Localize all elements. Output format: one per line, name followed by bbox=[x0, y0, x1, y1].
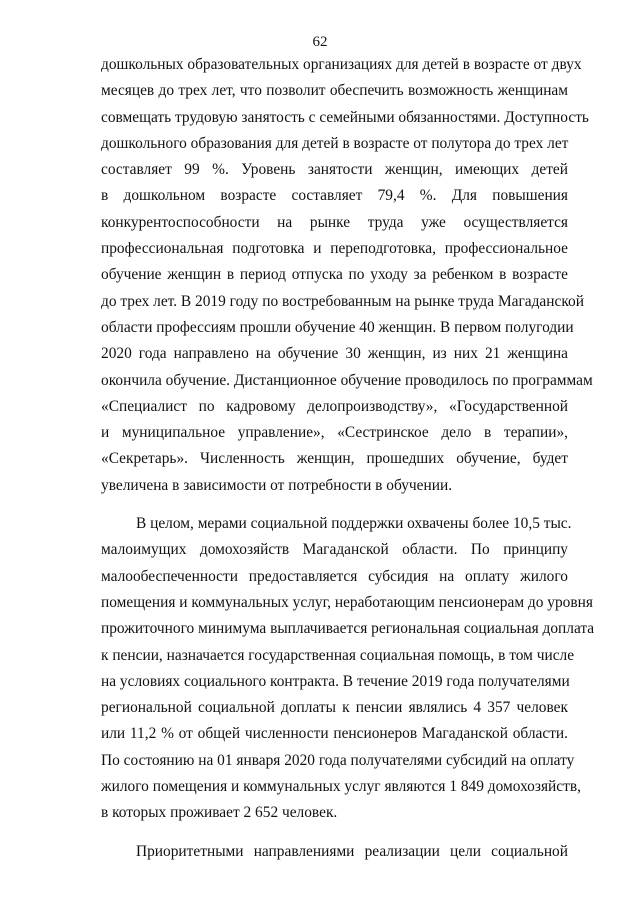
text-line: области профессиям прошли обучение 40 женщин. В первом полугодии bbox=[101, 318, 574, 336]
text-line: профессиональная подготовка и переподготовка, профессиональное bbox=[101, 240, 568, 258]
text-line: помещения и коммунальных услуг, неработающим пенсионерам до уровня bbox=[101, 593, 593, 611]
text-line: По состоянию на 01 января 2020 года получателями субсидий на оплату bbox=[101, 751, 575, 769]
text-line: обучение женщин в период отпуска по уходу за ребенком в возрасте bbox=[101, 266, 568, 284]
text-line: увеличена в зависимости от потребности в обучении. bbox=[101, 476, 453, 494]
text-line: дошкольных образовательных организациях для детей в возрасте от двух bbox=[101, 56, 582, 73]
text-line: окончила обучение. Дистанционное обучение проводилось по программам bbox=[101, 371, 593, 389]
text-line: и муниципальное управление», «Сестринское дело в терапии», bbox=[101, 424, 568, 442]
text-line: на условиях социального контракта. В течение 2019 года получателями bbox=[101, 672, 570, 690]
text-line: к пенсии, назначается государственная социальная помощь, в том числе bbox=[101, 646, 575, 664]
paragraph bbox=[101, 52, 593, 499]
text-line: региональной социальной доплаты к пенсии являлись 4 357 человек bbox=[101, 699, 568, 717]
paragraph bbox=[101, 839, 568, 865]
text-line: «Специалист по кадровому делопроизводству», «Государственной bbox=[101, 397, 568, 415]
text-line: дошкольного образования для детей в возрасте от полутора до трех лет bbox=[101, 134, 569, 152]
paragraph bbox=[101, 511, 595, 827]
text-line: прожиточного минимума выплачивается региональная социальная доплата bbox=[101, 620, 595, 638]
text-line: в которых проживает 2 652 человек. bbox=[101, 804, 338, 822]
text-line: 2020 года направлено на обучение 30 женщин, из них 21 женщина bbox=[101, 345, 568, 363]
text-line: в дошкольном возрасте составляет 79,4 %. Для повышения bbox=[101, 187, 568, 205]
text-line: месяцев до трех лет, что позволит обеспечить возможность женщинам bbox=[101, 82, 568, 100]
text-line: Приоритетными направлениями реализации цели социальной bbox=[136, 842, 568, 860]
text-line: составляет 99 %. Уровень занятости женщин, имеющих детей bbox=[101, 161, 568, 179]
text-line: «Секретарь». Численность женщин, прошедших обучение, будет bbox=[101, 450, 568, 468]
text-line: до трех лет. В 2019 году по востребованным на рынке труда Магаданской bbox=[101, 292, 584, 310]
text-line: конкурентоспособности на рынке труда уже осуществляется bbox=[101, 213, 568, 231]
page-number: 62 bbox=[312, 34, 328, 50]
text-line: совмещать трудовую занятость с семейными обязанностями. Доступность bbox=[101, 108, 589, 126]
paragraph-gap bbox=[101, 827, 568, 839]
paragraph-gap bbox=[101, 499, 568, 511]
text-line: малообеспеченности предоставляется субсидия на оплату жилого bbox=[101, 567, 568, 585]
text-line: или 11,2 % от общей численности пенсионеров Магаданской области. bbox=[101, 725, 568, 743]
text-line: малоимущих домохозяйств Магаданской области. По принципу bbox=[101, 541, 568, 559]
document-body bbox=[101, 52, 595, 865]
text-line: В целом, мерами социальной поддержки охвачены более 10,5 тыс. bbox=[136, 515, 572, 533]
text-line: жилого помещения и коммунальных услуг являются 1 849 домохозяйств, bbox=[101, 778, 581, 796]
